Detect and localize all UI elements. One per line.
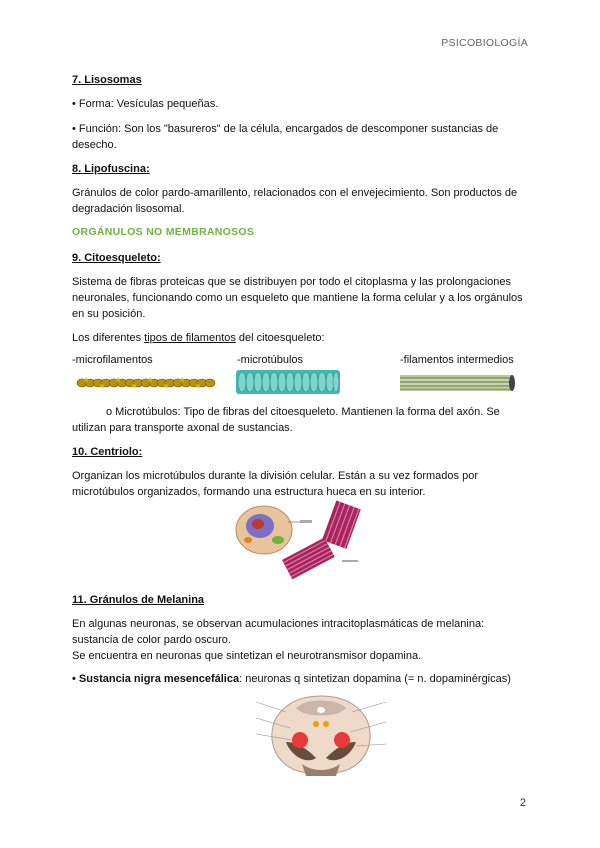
citoesqueleto-line3: en su posición.	[72, 308, 146, 320]
lisosomas-forma: • Forma: Vesículas pequeñas.	[72, 98, 219, 110]
label-filamentos-intermedios: -filamentos intermedios	[400, 354, 514, 366]
centriolo-line2: microtúbulos organizados, formando una estructura hueca en su interior.	[72, 486, 426, 498]
tipos-filamentos-underlined: tipos de filamentos	[144, 332, 236, 344]
lisosomas-funcion-line1: • Función: Son los "basureros" de la célula, encargados de descomponer sustancias de	[72, 123, 499, 135]
citoesqueleto-line1: Sistema de fibras proteicas que se distribuyen por todo el citoplasma y las prolongaciones	[72, 276, 512, 288]
intermediate-filament-image	[400, 374, 516, 392]
lisosomas-funcion-line2: desecho.	[72, 139, 117, 151]
microtubule-image	[236, 370, 340, 394]
lipofuscina-line2: degradación lisosomal.	[72, 203, 185, 215]
page-number: 2	[519, 797, 526, 809]
centriole-illustration	[230, 500, 370, 592]
tipos-filamentos-line	[72, 330, 325, 346]
microfilament-image	[76, 374, 216, 392]
melanina-line3: Se encuentra en neuronas que sintetizan el neurotransmisor dopamina.	[72, 650, 422, 662]
sustancia-nigra-line	[72, 671, 511, 687]
citoesqueleto-line2: neuronales, funcionando como un esqueleto que mantiene la forma celular y a los orgánulos	[72, 292, 523, 304]
heading-centriolo: 10. Centriolo:	[72, 446, 143, 458]
microtubulos-line1: o Microtúbulos: Tipo de fibras del citoesqueleto. Mantienen la forma del axón. Se	[106, 406, 500, 418]
tipos-post: del citoesqueleto:	[235, 332, 325, 344]
microtubulos-line2: utilizan para transporte axonal de sustancias.	[72, 422, 293, 434]
section-title-no-membranosos: ORGÁNULOS NO MEMBRANOSOS	[72, 226, 255, 238]
centriolo-line1: Organizan los microtúbulos durante la división celular. Están a su vez formados por	[72, 470, 478, 482]
sustancia-nigra-rest: : neuronas q sintetizan dopamina (= n. dopaminérgicas)	[239, 673, 511, 685]
tipos-pre: Los diferentes	[72, 332, 145, 344]
sustancia-nigra-bold: • Sustancia nigra mesencefálica	[72, 673, 240, 685]
midbrain-section-illustration	[256, 688, 386, 778]
heading-lisosomas: 7. Lisosomas	[72, 74, 142, 86]
melanina-line2: sustancia de color pardo oscuro.	[72, 634, 231, 646]
melanina-line1: En algunas neuronas, se observan acumulaciones intracitoplasmáticas de melanina:	[72, 618, 485, 630]
page-header-subject: PSICOBIOLOGÍA	[441, 37, 528, 49]
heading-citoesqueleto: 9. Citoesqueleto:	[72, 252, 161, 264]
label-microtubulos: -microtúbulos	[237, 354, 304, 366]
lipofuscina-line1: Gránulos de color pardo-amarillento, relacionados con el envejecimiento. Son productos de	[72, 187, 518, 199]
heading-melanina: 11. Gránulos de Melanina	[72, 594, 205, 606]
label-microfilamentos: -microfilamentos	[72, 354, 153, 366]
heading-lipofuscina: 8. Lipofuscina:	[72, 163, 150, 175]
